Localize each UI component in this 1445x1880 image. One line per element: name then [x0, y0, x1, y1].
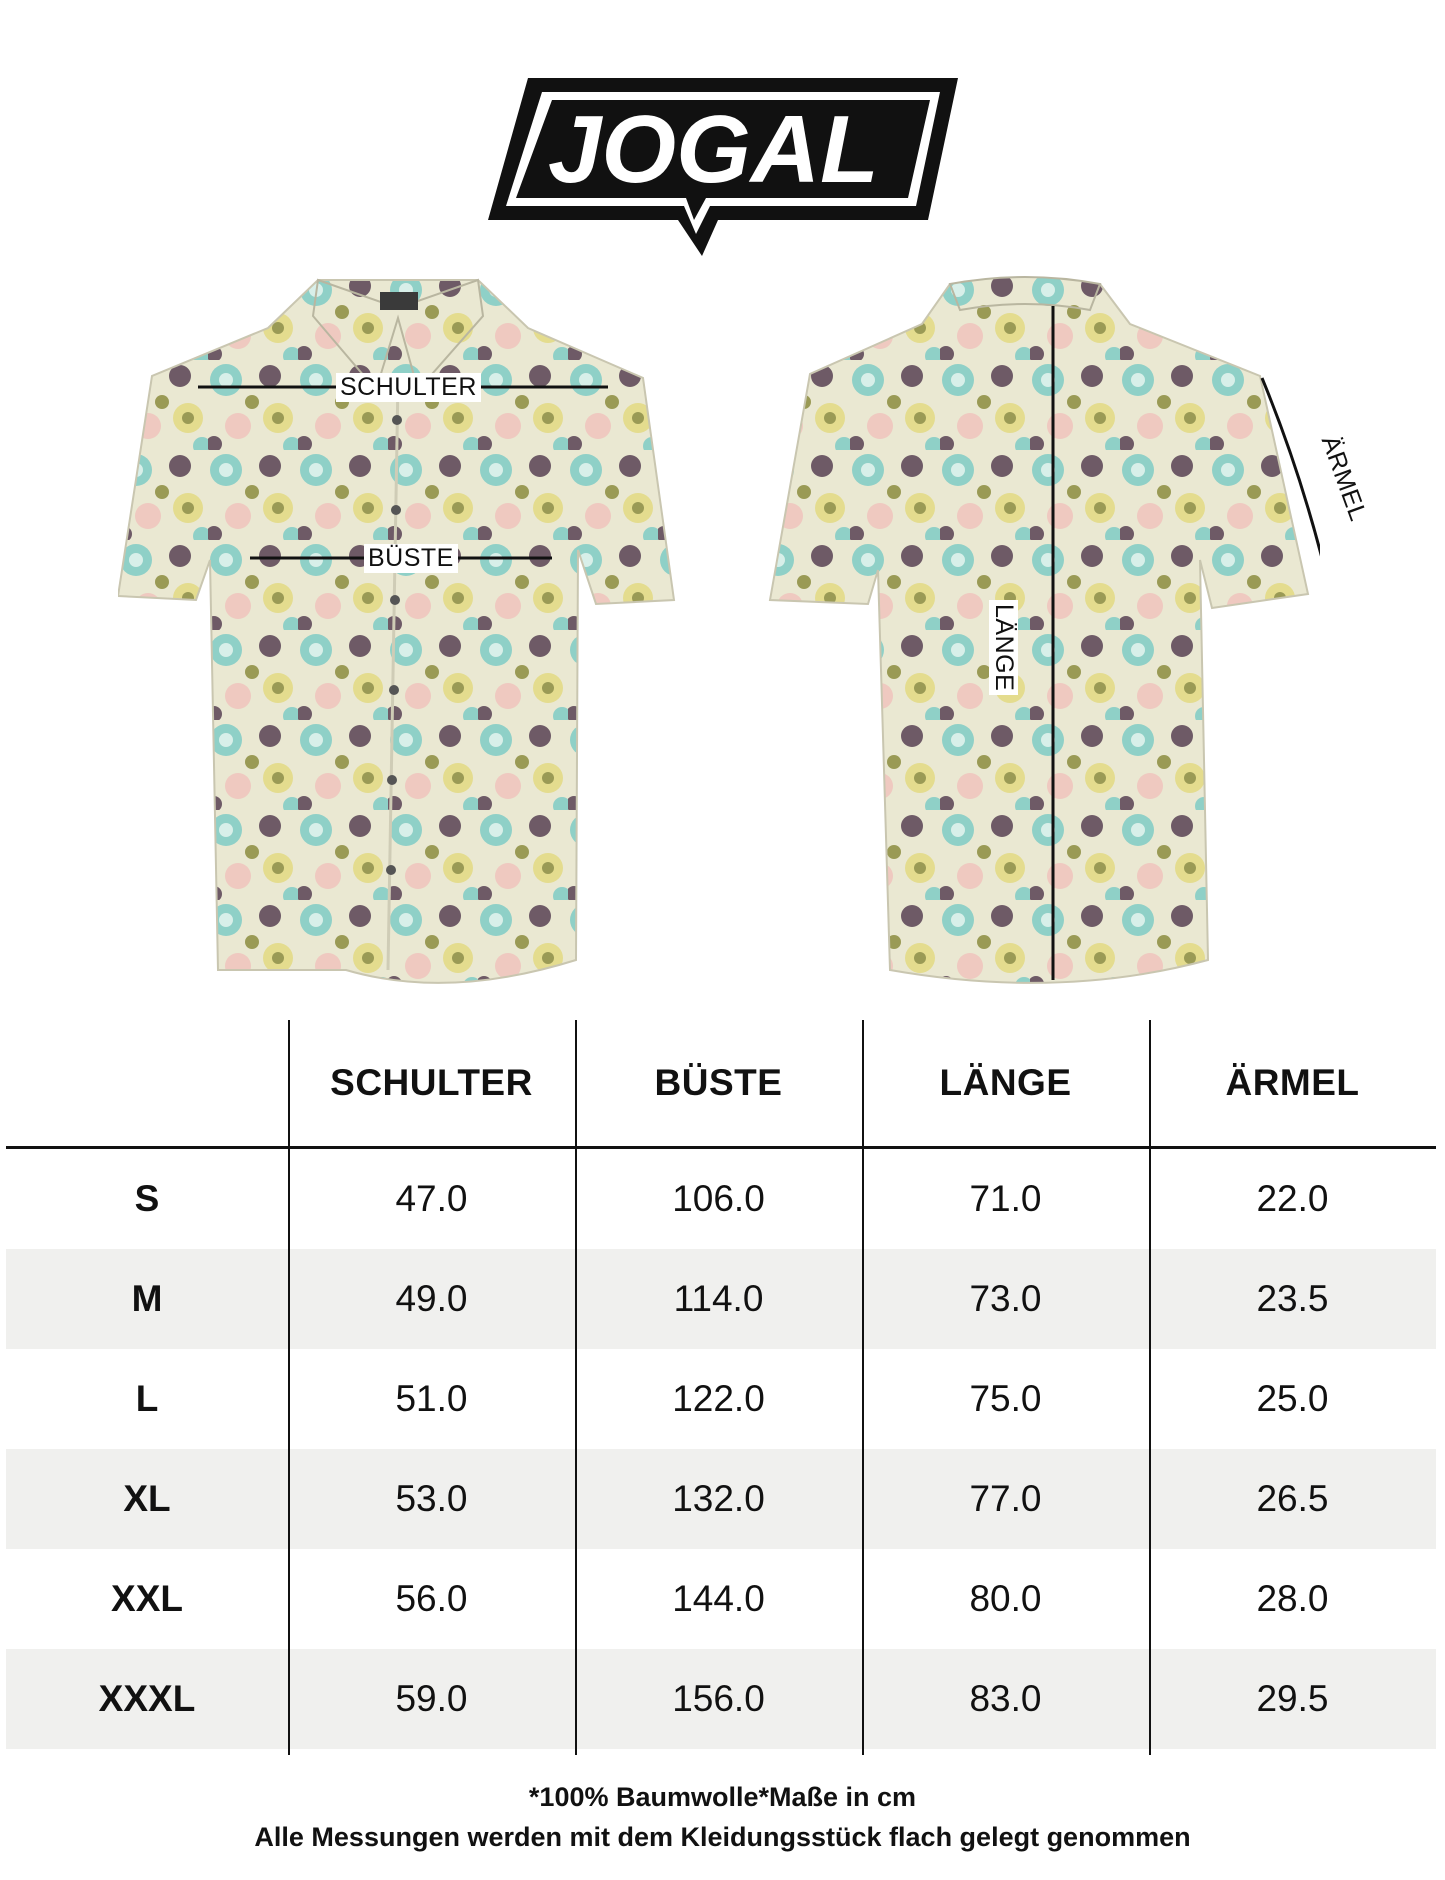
bust-cell: 114.0	[673, 1278, 764, 1319]
size-chart-table	[6, 1020, 1436, 1749]
bust-cell: 122.0	[672, 1378, 765, 1419]
table-row	[6, 1349, 1436, 1449]
table-row	[6, 1149, 1436, 1249]
column-divider	[575, 1020, 577, 1755]
length-cell: 75.0	[969, 1378, 1042, 1419]
sleeve-label: ÄRMEL	[1315, 432, 1373, 525]
table-row	[6, 1649, 1436, 1749]
header-shoulder: SCHULTER	[330, 1062, 533, 1103]
table-header-row	[6, 1020, 1436, 1149]
length-cell: 73.0	[969, 1278, 1042, 1319]
length-label: LÄNGE	[989, 600, 1018, 695]
bust-cell: 132.0	[672, 1478, 765, 1519]
sleeve-cell: 23.5	[1256, 1278, 1329, 1319]
header-bust: BÜSTE	[654, 1062, 783, 1103]
table-row	[6, 1249, 1436, 1349]
sleeve-cell: 28.0	[1256, 1578, 1329, 1619]
size-cell: L	[135, 1378, 159, 1419]
column-divider	[1149, 1020, 1151, 1755]
shoulder-cell: 51.0	[395, 1378, 468, 1419]
size-cell: XL	[123, 1478, 171, 1519]
column-divider	[288, 1020, 290, 1755]
length-cell: 77.0	[969, 1478, 1042, 1519]
logo-text: JOGAL	[548, 96, 879, 203]
length-cell: 83.0	[969, 1678, 1042, 1719]
table-row	[6, 1549, 1436, 1649]
size-cell: XXXL	[98, 1678, 196, 1719]
shoulder-cell: 56.0	[395, 1578, 468, 1619]
table-row	[6, 1449, 1436, 1549]
sleeve-cell: 25.0	[1256, 1378, 1329, 1419]
bust-cell: 106.0	[672, 1178, 765, 1219]
shoulder-cell: 49.0	[395, 1278, 468, 1319]
shoulder-cell: 53.0	[395, 1478, 468, 1519]
shoulder-cell: 59.0	[395, 1678, 468, 1719]
shoulder-label: SCHULTER	[336, 373, 481, 402]
bust-cell: 144.0	[672, 1578, 765, 1619]
material-note: *100% Baumwolle*Maße in cm	[528, 1782, 917, 1812]
shirt-back-diagram	[760, 270, 1320, 1000]
size-cell: S	[134, 1178, 160, 1219]
size-cell: M	[131, 1278, 163, 1319]
sleeve-cell: 29.5	[1256, 1678, 1329, 1719]
header-size	[6, 1020, 288, 1146]
column-divider	[862, 1020, 864, 1755]
brand-logo	[488, 70, 958, 260]
header-sleeve: ÄRMEL	[1225, 1062, 1360, 1103]
length-cell: 71.0	[969, 1178, 1042, 1219]
sleeve-cell: 26.5	[1256, 1478, 1329, 1519]
length-cell: 80.0	[969, 1578, 1042, 1619]
header-length: LÄNGE	[939, 1062, 1072, 1103]
sleeve-cell: 22.0	[1256, 1178, 1329, 1219]
shoulder-cell: 47.0	[395, 1178, 468, 1219]
measurement-note: Alle Messungen werden mit dem Kleidungsstück flach gelegt genommen	[254, 1822, 1191, 1852]
bust-cell: 156.0	[672, 1678, 765, 1719]
size-cell: XXL	[111, 1578, 183, 1619]
bust-label: BÜSTE	[364, 544, 458, 573]
